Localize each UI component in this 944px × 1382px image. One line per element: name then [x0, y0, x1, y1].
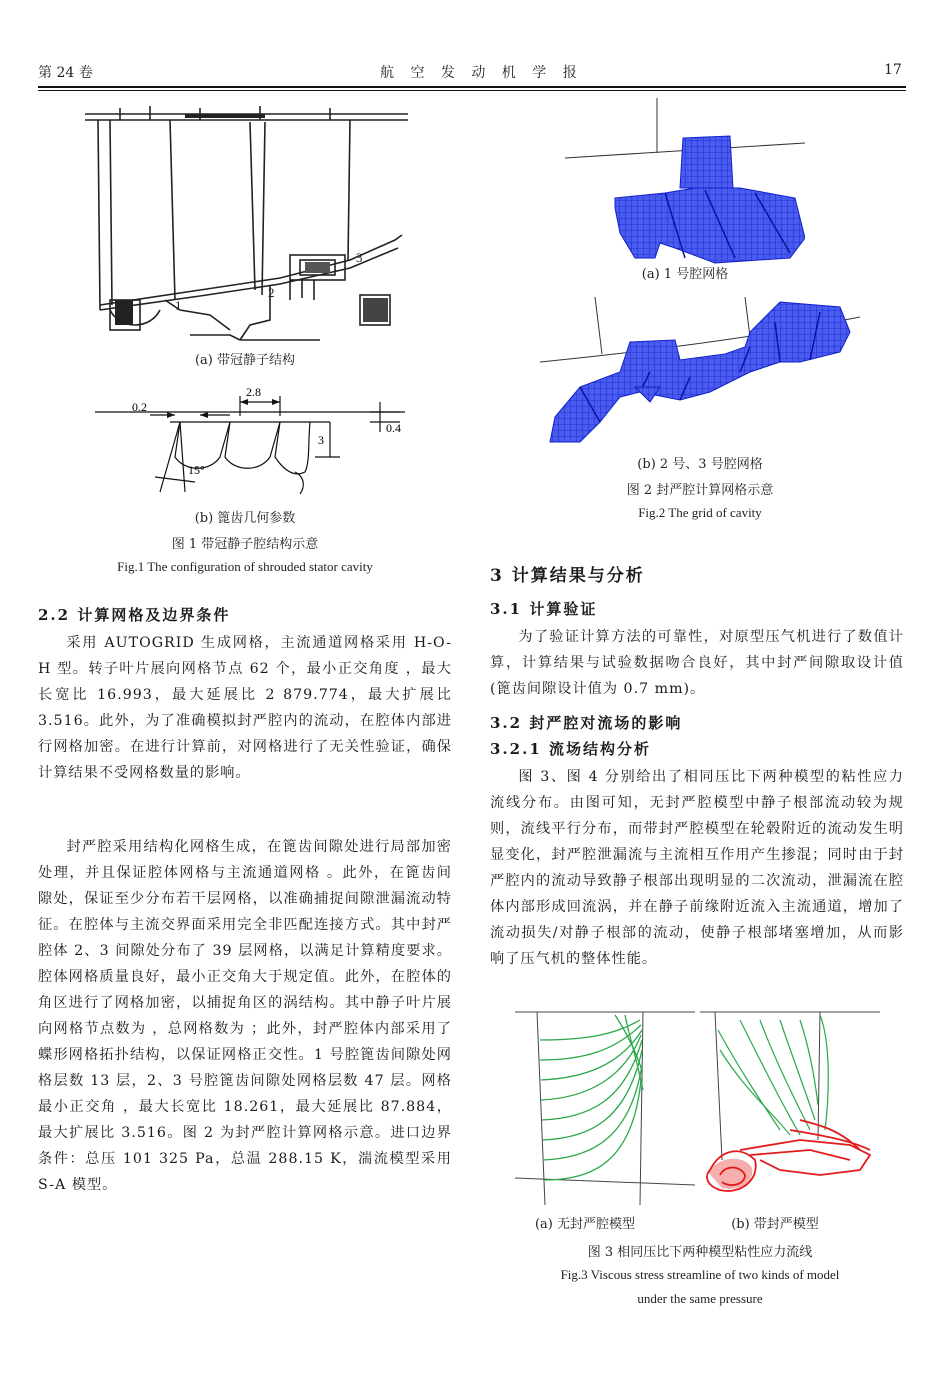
- left-paragraph-2: 封严腔采用结构化网格生成，在篦齿间隙处进行局部加密处理，并且保证腔体网格与主流通道网格 。此外，在篦齿间隙处，保证至少分布若干层网格，以准确捕捉间隙泄漏流动特征。在腔体与主流交界面采用完全非匹配连接方式。其中封严腔体 2、3 间隙处分布了 39 层网格，以满足计算精度要求。腔体网格质量良好，最小正交角大于规定值。此外，在腔体的角区进行了网格加密，以捕捉角区的涡结构。其中静子叶片展向网格节点数为 ，总网格数为 ；此外，封严腔体内部采用了蝶形网格拓扑结构，以保证网格正交性。1 号腔篦齿间隙处网格层数 13 层，2、3 号腔篦齿间隙处网格层数 47 层。网格最小正交角 ，最大长宽比 18.261，最大延展比 87.884，最大扩展比 3.516。图 2 为封严腔计算网格示意。进口边界条件：总压 101 325 Pa，总温 288.15 K，湍流模型采用 S-A 模型。: [38, 839, 452, 1193]
- header-rule-thin: [38, 90, 906, 91]
- fig1-dim-0-2: 0.2: [132, 400, 147, 414]
- figure3a-caption: (a) 无封严腔模型: [534, 1217, 636, 1232]
- fig1-dim-3: 3: [318, 433, 324, 447]
- figure1a-stator-drawing: [80, 100, 410, 345]
- fig1-label-1: 1: [175, 298, 182, 313]
- left-paragraph-1: 采用 AUTOGRID 生成网格，主流通道网格采用 H-O-H 型。转子叶片展向网格节点 62 个，最小正交角度 ，最大长宽比 16.993，最大延展比 2 879.774，最大扩展比 3.516。此外，为了准确模拟封严腔内的流动，在腔体内部进行网格加密。在进行计算前，对网格进行了无关性验证，确保计算结果不受网格数量的影响。: [38, 635, 452, 781]
- figure2b-caption: (b) 2 号、3 号腔网格: [637, 457, 763, 472]
- figure3-caption-cn: 图 3 相同压比下两种模型粘性应力流线: [587, 1245, 813, 1260]
- figure2a-cavity1-grid: [565, 98, 805, 283]
- section-3-heading: 3 计算结果与分析: [490, 566, 645, 586]
- figure1a-caption: (a) 带冠静子结构: [194, 353, 296, 368]
- figure3b-cavity-streamlines: [700, 1010, 880, 1210]
- figure1b-caption: (b) 篦齿几何参数: [194, 511, 296, 526]
- fig1-label-2: 2: [268, 285, 275, 300]
- section-3-1-heading: 3.1 计算验证: [490, 600, 598, 618]
- header-volume: 第 24 卷: [38, 65, 93, 81]
- figure1-caption-en: Fig.1 The configuration of shrouded stator cavity: [117, 559, 373, 574]
- fig1-dim-0-4: 0.4: [386, 421, 401, 435]
- figure2a-caption: (a) 1 号腔网格: [641, 267, 729, 282]
- figure3b-caption: (b) 带封严模型: [731, 1217, 819, 1232]
- section-3-2-1-heading: 3.2.1 流场结构分析: [490, 740, 651, 758]
- figure3-caption-en-line1: Fig.3 Viscous stress streamline of two kinds of model: [560, 1267, 840, 1282]
- figure1b-seal-geometry: [90, 382, 410, 502]
- header-rule: [38, 86, 906, 88]
- fig1-angle-15: 15°: [188, 463, 205, 477]
- figure1-caption-cn: 图 1 带冠静子腔结构示意: [171, 537, 319, 552]
- section-3-2-heading: 3.2 封严腔对流场的影响: [490, 714, 683, 732]
- figure2-caption-en: Fig.2 The grid of cavity: [638, 505, 762, 520]
- figure2-caption-cn: 图 2 封严腔计算网格示意: [626, 483, 774, 498]
- figure2b-cavity23-grid: [540, 292, 860, 452]
- fig1-label-3: 3: [356, 250, 363, 265]
- right-paragraph-2: 图 3、图 4 分别给出了相同压比下两种模型的粘性应力流线分布。由图可知，无封严腔模型中静子根部流动较为规则，流线平行分布，而带封严腔模型在轮毂附近的流动发生明显变化，封严腔泄漏流与主流相互作用产生掺混；同时由于封严腔内的流动导致静子根部出现明显的二次流动，泄漏流在腔体内部形成回流涡，并在静子前缘附近流入主流通道，增加了流动损失/对静子根部的流动，使静子根部堵塞增加，从而影响了压气机的整体性能。: [490, 769, 904, 967]
- figure3a-no-cavity-streamlines: [515, 1010, 695, 1210]
- header-journal-title: 航 空 发 动 机 学 报: [380, 65, 583, 81]
- section-2-2-heading: 2.2 计算网格及边界条件: [38, 606, 231, 624]
- figure3-caption-en-line2: under the same pressure: [637, 1291, 763, 1306]
- header-page-number: 17: [884, 62, 902, 78]
- right-paragraph-1: 为了验证计算方法的可靠性，对原型压气机进行了数值计算，计算结果与试验数据吻合良好，其中封严间隙取设计值 (篦齿间隙设计值为 0.7 mm)。: [490, 629, 904, 697]
- fig1-dim-2-8: 2.8: [246, 385, 261, 399]
